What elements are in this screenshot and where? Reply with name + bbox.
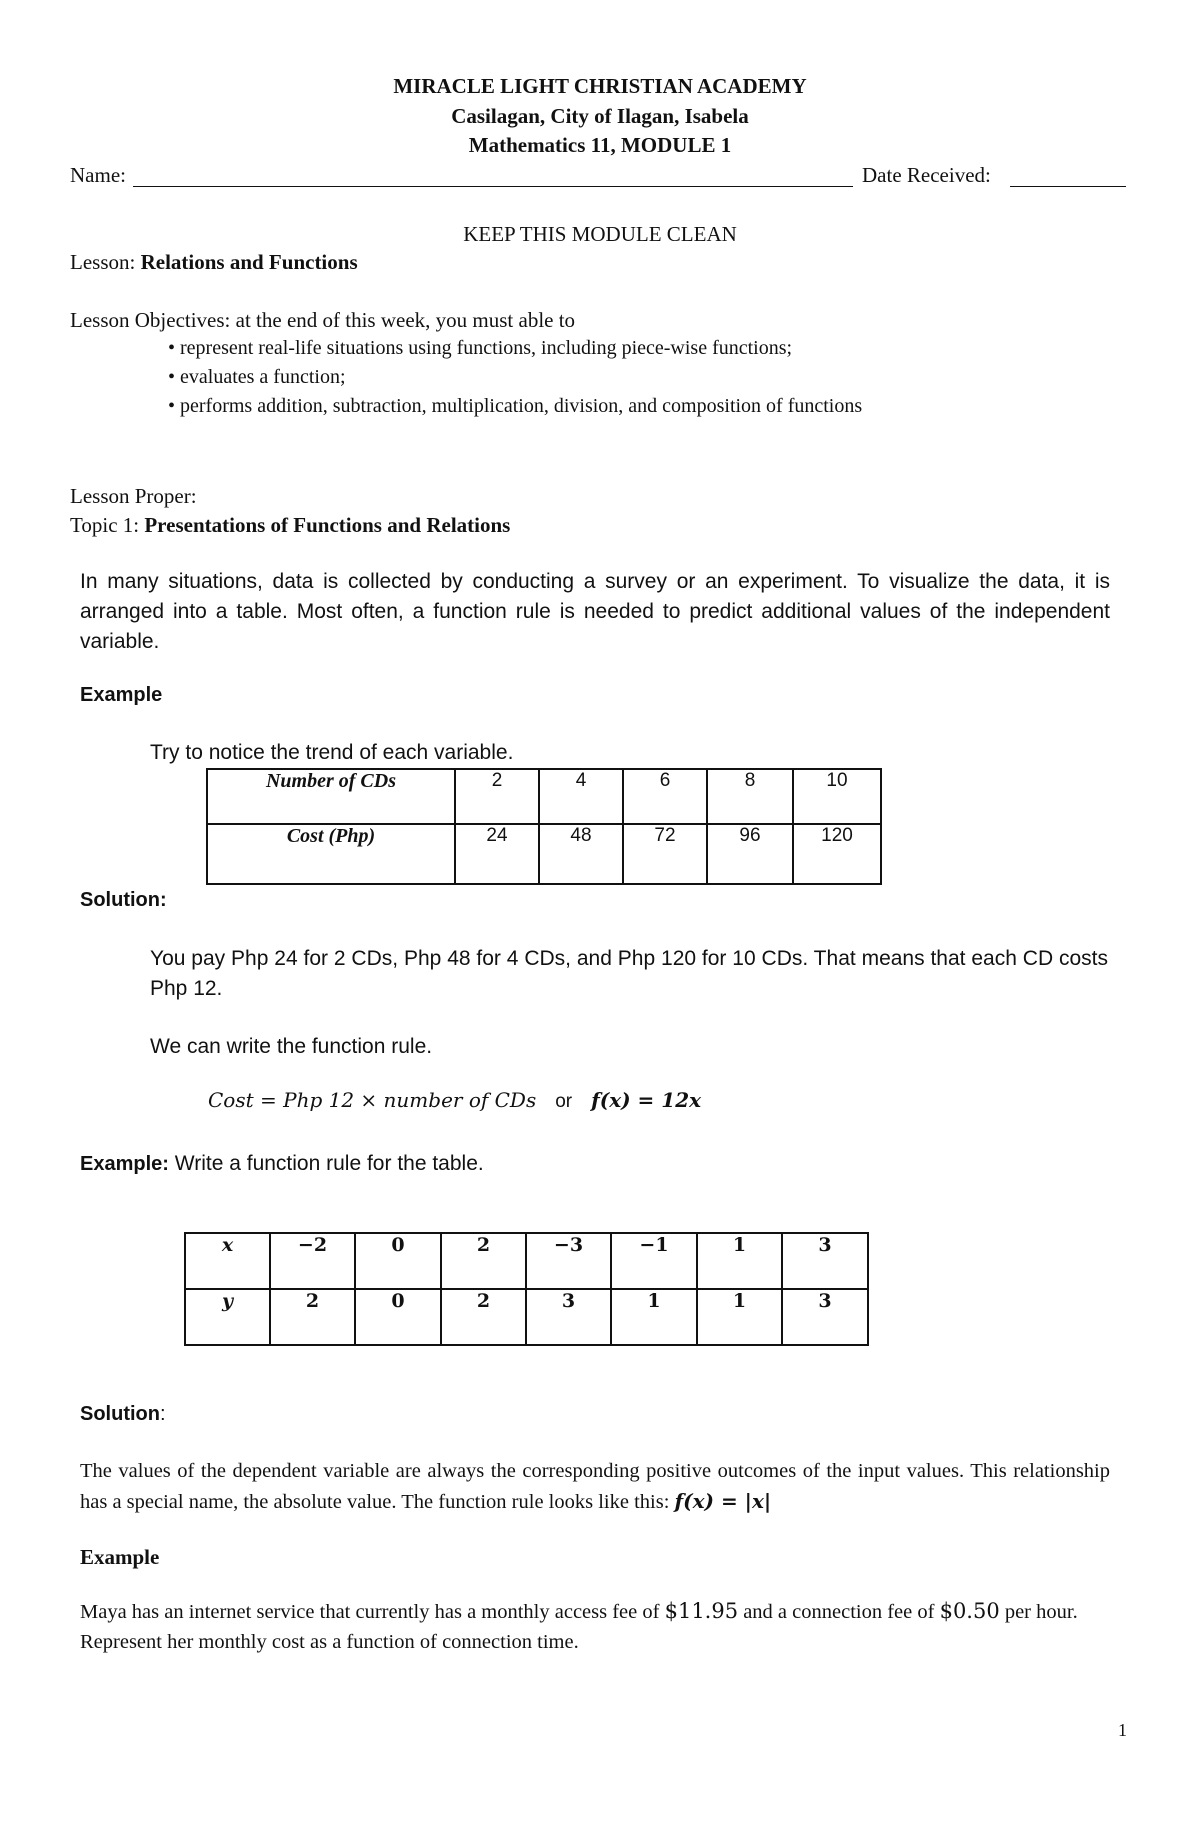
table-cell: 6 <box>623 769 707 824</box>
table-row-label: y <box>185 1289 270 1345</box>
example3-heading: Example <box>80 1545 160 1569</box>
table-cell: 96 <box>707 824 793 884</box>
table-cell: 3 <box>782 1289 868 1345</box>
example3-text-c: per hour. Represent her monthly cost as a function of connection time. <box>80 1601 1078 1653</box>
table-cell: 0 <box>355 1233 441 1289</box>
objective-item: • represent real-life situations using functions, including piece-wise functions; <box>168 337 793 359</box>
function-rule-formula <box>208 1088 701 1113</box>
objective-text: represent real-life situations using functions, including piece-wise functions; <box>180 337 793 359</box>
topic-label: Topic 1: <box>70 513 145 537</box>
table-cell: 1 <box>611 1289 697 1345</box>
table-cell: −2 <box>270 1233 355 1289</box>
example3-fee2: $0.50 <box>939 1599 1000 1623</box>
keep-clean-notice: KEEP THIS MODULE CLEAN <box>463 222 737 246</box>
objective-text: performs addition, subtraction, multiplication, division, and composition of functions <box>180 395 863 417</box>
solution2-colon: : <box>159 1403 166 1425</box>
example2-heading: Example: <box>80 1153 169 1175</box>
objectives-intro: Lesson Objectives: at the end of this week, you must able to <box>70 308 576 332</box>
module-title: Mathematics 11, MODULE 1 <box>468 133 732 157</box>
table-row-label: x <box>185 1233 270 1289</box>
lesson-title: Relations and Functions <box>140 250 358 274</box>
table-row <box>185 1289 868 1345</box>
example2-prompt: Write a function rule for the table. <box>168 1152 484 1175</box>
example3-text-a: Maya has an internet service that currently has a monthly access fee of <box>80 1601 665 1623</box>
name-blank-line[interactable] <box>133 186 853 187</box>
table-cell: 3 <box>526 1289 611 1345</box>
solution-label: Solution: <box>80 889 167 911</box>
table-cell: 2 <box>441 1233 526 1289</box>
rule-intro: We can write the function rule. <box>150 1035 433 1058</box>
table-cell: 4 <box>539 769 623 824</box>
solution2-body: The values of the dependent variable are always the corresponding positive outcomes of the input values. This relationship has a special name, the absolute value. The function rule looks like this: <box>80 1460 1110 1513</box>
solution2-line <box>80 1403 166 1426</box>
name-label: Name: <box>70 163 126 187</box>
lesson-line <box>70 250 358 275</box>
example3-fee1: $11.95 <box>664 1599 739 1623</box>
table-row <box>185 1233 868 1289</box>
x-y-table <box>184 1232 869 1346</box>
formula-left: Cost = Php 12 × number of CDs <box>208 1088 537 1112</box>
school-location: Casilagan, City of Ilagan, Isabela <box>451 104 749 128</box>
formula-or: or <box>555 1091 573 1112</box>
objective-item: • evaluates a function; <box>168 366 346 388</box>
table-cell: 10 <box>793 769 881 824</box>
table-cell: 1 <box>697 1233 782 1289</box>
objective-text: evaluates a function; <box>180 366 346 388</box>
table-cell: 120 <box>793 824 881 884</box>
cds-cost-table <box>206 768 882 885</box>
table-row <box>207 824 881 884</box>
table-cell: 3 <box>782 1233 868 1289</box>
table-cell: 1 <box>697 1289 782 1345</box>
formula-right: f(x) = 12x <box>591 1088 702 1112</box>
example2-line <box>80 1152 484 1176</box>
solution-text: You pay Php 24 for 2 CDs, Php 48 for 4 CDs, and Php 120 for 10 CDs. That means that each CD costs Php 12. <box>150 947 1108 1000</box>
table-cell: 8 <box>707 769 793 824</box>
table-cell: −3 <box>526 1233 611 1289</box>
example-heading: Example <box>80 684 163 706</box>
table-cell: 2 <box>455 769 539 824</box>
topic-line <box>70 513 510 538</box>
table-cell: −1 <box>611 1233 697 1289</box>
solution2-label: Solution <box>80 1403 160 1425</box>
example3-text-b: and a connection fee of <box>738 1601 940 1623</box>
table-cell: 24 <box>455 824 539 884</box>
table-cell: 72 <box>623 824 707 884</box>
topic-title: Presentations of Functions and Relations <box>144 513 511 537</box>
table-cell: 48 <box>539 824 623 884</box>
page-number: 1 <box>1118 1720 1127 1740</box>
school-name: MIRACLE LIGHT CHRISTIAN ACADEMY <box>393 74 807 98</box>
solution2-formula: f(x) = |x| <box>674 1489 772 1513</box>
date-received-blank-line[interactable] <box>1010 186 1126 187</box>
table-cell: 0 <box>355 1289 441 1345</box>
table-row <box>207 769 881 824</box>
example-prompt: Try to notice the trend of each variable. <box>150 741 514 764</box>
table-cell: 2 <box>441 1289 526 1345</box>
lesson-label: Lesson: <box>70 250 141 274</box>
table-row-label: Cost (Php) <box>207 824 455 884</box>
intro-paragraph: In many situations, data is collected by conducting a survey or an experiment. To visualize the data, it is arranged into a table. Most often, a function rule is needed to predict additional values of the independent variable. <box>80 570 1110 653</box>
objective-item: • performs addition, subtraction, multiplication, division, and composition of functions <box>168 395 863 417</box>
example3-text <box>80 1596 1080 1657</box>
table-cell: 2 <box>270 1289 355 1345</box>
solution2-text <box>80 1456 1110 1517</box>
lesson-proper-label: Lesson Proper: <box>70 484 197 508</box>
table-row-label: Number of CDs <box>207 769 455 824</box>
date-received-label: Date Received: <box>862 163 991 187</box>
